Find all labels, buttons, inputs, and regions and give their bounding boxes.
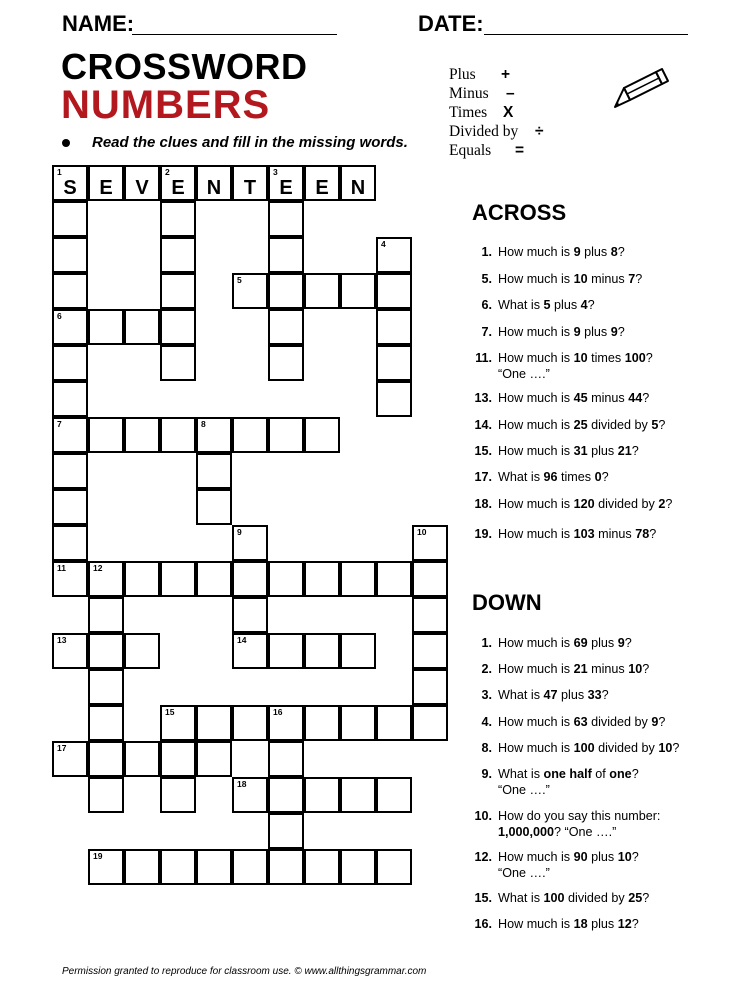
grid-cell[interactable]: [160, 201, 196, 237]
grid-cell[interactable]: [52, 741, 88, 777]
clue-text: How much is 21 minus 10?: [498, 662, 650, 676]
grid-cell[interactable]: [376, 777, 412, 813]
across-clue: [466, 350, 653, 382]
legend-row: [449, 65, 569, 84]
clue-number: 11.: [475, 351, 492, 365]
across-clue: [466, 324, 625, 340]
clue-text: How do you say this number: 1,000,000? “One ….”: [498, 809, 661, 839]
grid-cell[interactable]: [88, 597, 124, 633]
clue-text: How much is 100 divided by 10?: [498, 741, 680, 755]
filled-letter: N: [206, 177, 222, 199]
grid-cell[interactable]: [268, 201, 304, 237]
clue-number: 2.: [481, 662, 492, 676]
operator-legend: [449, 65, 569, 160]
legend-row: [449, 103, 569, 122]
grid-cell[interactable]: [232, 777, 268, 813]
clue-text: What is 96 times 0?: [498, 470, 609, 484]
clue-number: 1.: [481, 245, 492, 259]
filled-letter: E: [315, 177, 329, 199]
clue-text: How much is 120 divided by 2?: [498, 497, 673, 511]
clue-text: What is 100 divided by 25?: [498, 891, 650, 905]
clue-number: 14: [237, 635, 247, 645]
across-heading: ACROSS: [472, 200, 567, 225]
grid-cell[interactable]: [88, 849, 124, 885]
grid-cell[interactable]: [124, 633, 160, 669]
grid-cell[interactable]: [124, 561, 160, 597]
legend-symbol: =: [515, 142, 525, 159]
grid-cell[interactable]: [304, 705, 340, 741]
down-heading: DOWN: [472, 590, 542, 615]
filled-letter: S: [63, 177, 77, 199]
grid-cell[interactable]: [124, 741, 160, 777]
grid-cell[interactable]: [52, 201, 88, 237]
down-clue: [466, 661, 649, 677]
down-clue: [466, 740, 679, 756]
clue-number: 1.: [481, 636, 492, 650]
grid-cell[interactable]: [52, 417, 88, 453]
grid-cell[interactable]: [88, 669, 124, 705]
grid-cell[interactable]: [52, 453, 88, 489]
legend-symbol: +: [501, 66, 511, 83]
grid-cell[interactable]: [88, 777, 124, 813]
grid-cell[interactable]: [268, 417, 304, 453]
grid-cell[interactable]: [196, 741, 232, 777]
grid-cell[interactable]: [268, 849, 304, 885]
grid-cell[interactable]: [376, 561, 412, 597]
grid-cell[interactable]: [160, 705, 196, 741]
title-crossword: CROSSWORD: [61, 46, 308, 87]
across-clue: [466, 390, 649, 406]
across-clue: [466, 244, 625, 260]
grid-cell[interactable]: [88, 165, 124, 201]
grid-cell[interactable]: [124, 417, 160, 453]
grid-cell[interactable]: [160, 417, 196, 453]
grid-cell[interactable]: [340, 705, 376, 741]
date-blank[interactable]: [484, 34, 688, 35]
grid-cell[interactable]: [52, 309, 88, 345]
grid-cell[interactable]: [160, 561, 196, 597]
filled-letter: E: [279, 177, 293, 199]
name-blank[interactable]: [132, 34, 337, 35]
clue-number: 10: [417, 527, 427, 537]
down-clue: [466, 714, 665, 730]
clue-text: How much is 9 plus 8?: [498, 245, 625, 259]
grid-cell[interactable]: [268, 777, 304, 813]
clue-number: 3.: [481, 688, 492, 702]
filled-letter: V: [135, 177, 149, 199]
grid-cell[interactable]: [340, 849, 376, 885]
grid-cell[interactable]: [52, 381, 88, 417]
grid-cell[interactable]: [196, 561, 232, 597]
grid-cell[interactable]: [268, 633, 304, 669]
clue-text: How much is 10 times 100? “One ….”: [498, 351, 653, 381]
clue-number: 4: [381, 239, 386, 249]
clue-number: 14.: [474, 418, 492, 432]
legend-word: Times: [449, 104, 488, 121]
grid-cell[interactable]: [268, 813, 304, 849]
across-clue: [466, 271, 642, 287]
grid-cell[interactable]: [160, 309, 196, 345]
pencil-icon: [610, 66, 672, 114]
clue-number: 8: [201, 419, 206, 429]
grid-cell[interactable]: [52, 237, 88, 273]
title-numbers: NUMBERS: [61, 83, 271, 127]
clue-number: 13.: [474, 391, 492, 405]
grid-cell[interactable]: [88, 561, 124, 597]
grid-cell[interactable]: [304, 777, 340, 813]
down-clue: [466, 916, 639, 932]
legend-word: Plus: [449, 66, 476, 83]
grid-cell[interactable]: [160, 849, 196, 885]
clue-number: 16.: [474, 917, 492, 931]
legend-word: Minus: [449, 85, 489, 102]
grid-cell[interactable]: [196, 489, 232, 525]
grid-cell[interactable]: [412, 561, 448, 597]
clue-number: 6.: [481, 298, 492, 312]
grid-cell[interactable]: [196, 165, 232, 201]
grid-cell[interactable]: [232, 633, 268, 669]
grid-cell[interactable]: [196, 453, 232, 489]
grid-cell[interactable]: [88, 741, 124, 777]
grid-cell[interactable]: [304, 849, 340, 885]
clue-number: 18: [237, 779, 247, 789]
clue-text: How much is 90 plus 10? “One ….”: [498, 850, 639, 880]
down-clue: [466, 687, 609, 703]
across-clue: [466, 417, 665, 433]
grid-cell[interactable]: [412, 669, 448, 705]
grid-cell[interactable]: [340, 777, 376, 813]
legend-symbol: –: [506, 85, 515, 102]
down-clue: [466, 635, 632, 651]
grid-cell[interactable]: [124, 309, 160, 345]
clue-number: 4.: [481, 715, 492, 729]
grid-cell[interactable]: [268, 273, 304, 309]
grid-cell[interactable]: [196, 705, 232, 741]
clue-text: How much is 63 divided by 9?: [498, 715, 666, 729]
across-clue: [466, 443, 639, 459]
grid-cell[interactable]: [412, 525, 448, 561]
grid-cell[interactable]: [52, 489, 88, 525]
grid-cell[interactable]: [268, 561, 304, 597]
grid-cell[interactable]: [412, 597, 448, 633]
grid-cell[interactable]: [340, 165, 376, 201]
bullet-icon: [62, 139, 70, 147]
clue-text: How much is 10 minus 7?: [498, 272, 643, 286]
grid-cell[interactable]: [304, 561, 340, 597]
grid-cell[interactable]: [232, 849, 268, 885]
grid-cell[interactable]: [160, 237, 196, 273]
grid-cell[interactable]: [160, 777, 196, 813]
legend-row: [449, 84, 569, 103]
clue-number: 7.: [481, 325, 492, 339]
down-clue: [466, 849, 639, 881]
grid-cell[interactable]: [196, 417, 232, 453]
grid-cell[interactable]: [232, 525, 268, 561]
grid-cell[interactable]: [376, 381, 412, 417]
grid-cell[interactable]: [88, 309, 124, 345]
grid-cell[interactable]: [52, 633, 88, 669]
clue-text: How much is 18 plus 12?: [498, 917, 639, 931]
grid-cell[interactable]: [232, 597, 268, 633]
grid-cell[interactable]: [340, 273, 376, 309]
grid-cell[interactable]: [268, 705, 304, 741]
grid-cell[interactable]: [376, 237, 412, 273]
grid-cell[interactable]: [124, 849, 160, 885]
grid-cell[interactable]: [268, 345, 304, 381]
down-clue: [466, 890, 649, 906]
clue-number: 13: [57, 635, 67, 645]
grid-cell[interactable]: [376, 705, 412, 741]
clue-number: 17.: [474, 470, 492, 484]
grid-cell[interactable]: [412, 633, 448, 669]
grid-cell[interactable]: [88, 633, 124, 669]
clue-number: 19: [93, 851, 103, 861]
grid-cell[interactable]: [52, 345, 88, 381]
grid-cell[interactable]: [160, 741, 196, 777]
filled-letter: E: [99, 177, 113, 199]
grid-cell[interactable]: [160, 345, 196, 381]
grid-cell[interactable]: [340, 561, 376, 597]
clue-number: 15.: [474, 444, 492, 458]
grid-cell[interactable]: [88, 705, 124, 741]
grid-cell[interactable]: [52, 525, 88, 561]
grid-cell[interactable]: [412, 705, 448, 741]
clue-number: 12.: [474, 850, 492, 864]
legend-word: Equals: [449, 142, 492, 159]
legend-row: [449, 141, 569, 160]
instruction-text: Read the clues and fill in the missing words.: [92, 134, 408, 151]
across-clue: [466, 496, 672, 512]
grid-cell[interactable]: [160, 165, 196, 201]
name-label: NAME:: [62, 11, 135, 36]
clue-number: 11: [57, 563, 66, 573]
filled-letter: T: [243, 177, 257, 199]
grid-cell[interactable]: [376, 849, 412, 885]
clue-number: 12: [93, 563, 103, 573]
clue-number: 6: [57, 311, 62, 321]
grid-cell[interactable]: [88, 417, 124, 453]
down-clue: [466, 766, 639, 798]
grid-cell[interactable]: [268, 741, 304, 777]
legend-row: [449, 122, 569, 141]
clue-number: 5.: [481, 272, 492, 286]
clue-number: 3: [273, 167, 278, 177]
grid-cell[interactable]: [196, 849, 232, 885]
clue-text: How much is 31 plus 21?: [498, 444, 639, 458]
grid-cell[interactable]: [340, 633, 376, 669]
grid-cell[interactable]: [52, 561, 88, 597]
grid-cell[interactable]: [376, 273, 412, 309]
crossword-grid: [52, 165, 448, 945]
clue-text: What is one half of one? “One ….”: [498, 767, 639, 797]
grid-cell[interactable]: [232, 561, 268, 597]
legend-symbol: ÷: [535, 123, 544, 140]
grid-cell[interactable]: [304, 273, 340, 309]
clue-number: 17: [57, 743, 67, 753]
grid-cell[interactable]: [268, 237, 304, 273]
grid-cell[interactable]: [304, 417, 340, 453]
clue-text: How much is 25 divided by 5?: [498, 418, 666, 432]
clue-number: 19.: [474, 527, 492, 541]
grid-cell[interactable]: [376, 309, 412, 345]
clue-number: 2: [165, 167, 170, 177]
filled-letter: N: [350, 177, 366, 199]
grid-cell[interactable]: [52, 165, 88, 201]
grid-cell[interactable]: [232, 705, 268, 741]
grid-cell[interactable]: [304, 165, 340, 201]
grid-cell[interactable]: [232, 165, 268, 201]
clue-number: 15.: [474, 891, 492, 905]
across-clue: [466, 297, 595, 313]
down-clue: [466, 808, 660, 840]
clue-text: How much is 45 minus 44?: [498, 391, 650, 405]
clue-number: 16: [273, 707, 283, 717]
grid-cell[interactable]: [232, 273, 268, 309]
across-clue: [466, 469, 609, 485]
clue-number: 9: [237, 527, 242, 537]
grid-cell[interactable]: [268, 165, 304, 201]
across-clue: [466, 526, 656, 542]
clue-number: 1: [57, 167, 62, 177]
clue-number: 7: [57, 419, 62, 429]
clue-text: How much is 9 plus 9?: [498, 325, 625, 339]
clue-text: How much is 103 minus 78?: [498, 527, 657, 541]
grid-cell[interactable]: [124, 165, 160, 201]
clue-number: 8.: [481, 741, 492, 755]
clue-number: 9.: [481, 767, 492, 781]
clue-number: 10.: [474, 809, 492, 823]
clue-text: What is 5 plus 4?: [498, 298, 595, 312]
grid-cell[interactable]: [232, 417, 268, 453]
footer-copyright: Permission granted to reproduce for classroom use. © www.allthingsgrammar.com: [62, 966, 427, 977]
filled-letter: E: [171, 177, 185, 199]
grid-cell[interactable]: [160, 273, 196, 309]
legend-word: Divided by: [449, 123, 519, 140]
date-label: DATE:: [418, 11, 484, 36]
clue-number: 15: [165, 707, 175, 717]
clue-text: How much is 69 plus 9?: [498, 636, 632, 650]
clue-number: 18.: [474, 497, 492, 511]
legend-symbol: X: [503, 104, 514, 121]
grid-cell[interactable]: [268, 309, 304, 345]
grid-cell[interactable]: [304, 633, 340, 669]
grid-cell[interactable]: [52, 273, 88, 309]
clue-text: What is 47 plus 33?: [498, 688, 609, 702]
grid-cell[interactable]: [376, 345, 412, 381]
clue-number: 5: [237, 275, 242, 285]
